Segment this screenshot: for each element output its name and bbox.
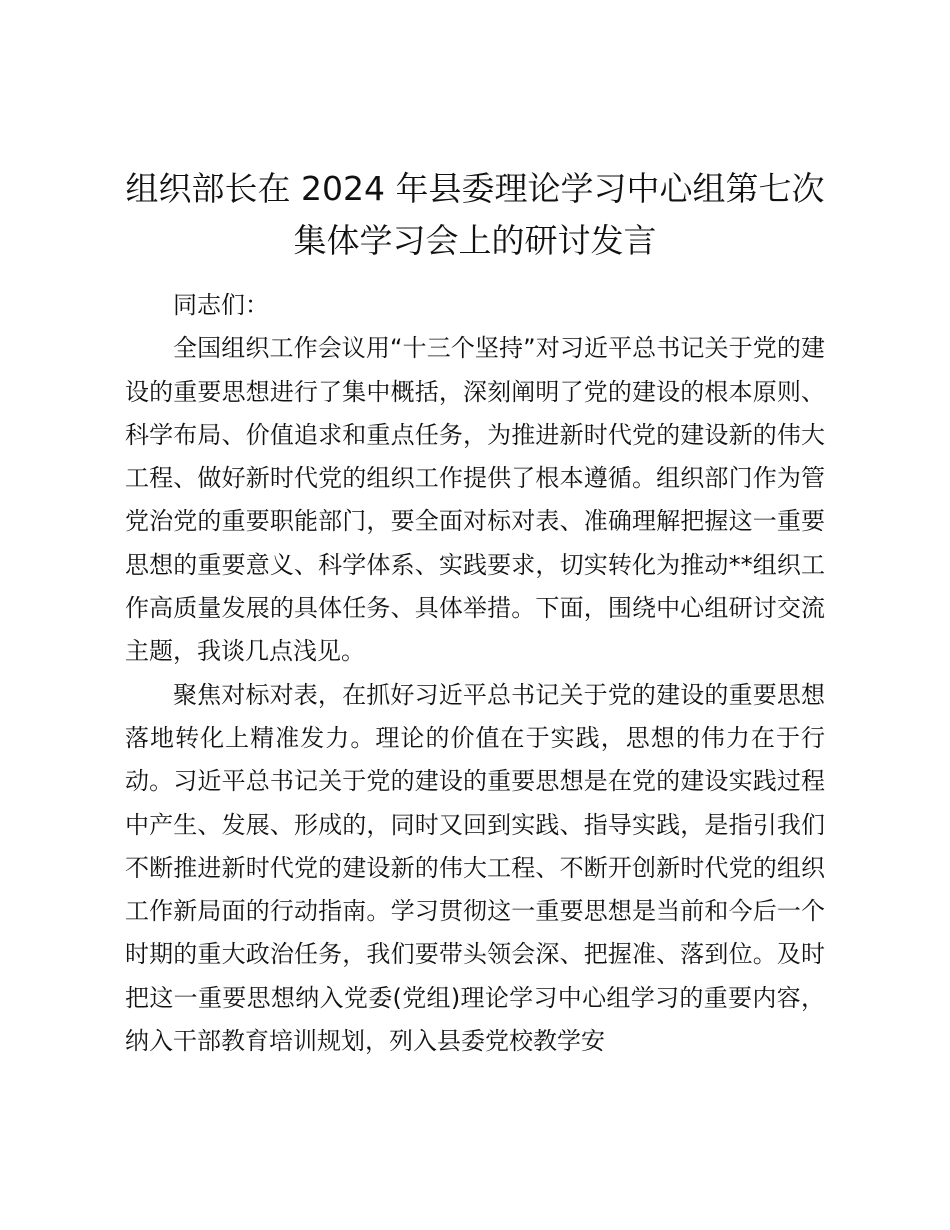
paragraph-1: 全国组织工作会议用“十三个坚持”对习近平总书记关于党的建设的重要思想进行了集中概括，深刻阐明了党的建设的根本原则、科学布局、价值追求和重点任务，为推进新时代党的建设新的伟大工程、做好新时代党的组织工作提供了根本遵循。组织部门作为管党治党的重要职能部门，要全面对标对表、准确理解把握这一重要思想的重要意义、科学体系、实践要求，切实转化为推动**组织工作高质量发展的具体任务、具体举措。下面，围绕中心组研讨交流主题，我谈几点浅见。 — [125, 334, 825, 666]
document-body — [125, 284, 825, 1063]
document-title: 组织部长在 2024 年县委理论学习中心组第七次集体学习会上的研讨发言 — [125, 169, 825, 260]
salutation: 同志们： — [173, 291, 269, 319]
paragraph-2: 聚焦对标对表，在抓好习近平总书记关于党的建设的重要思想落地转化上精准发力。理论的价值在于实践，思想的伟力在于行动。习近平总书记关于党的建设的重要思想是在党的建设实践过程中产生、发展、形成的，同时又回到实践、指导实践，是指引我们不断推进新时代党的建设新的伟大工程、不断开创新时代党的组织工作新局面的行动指南。学习贯彻这一重要思想是当前和今后一个时期的重大政治任务，我们要带头领会深、把握准、落到位。及时把这一重要思想纳入党委(党组)理论学习中心组学习的重要内容，纳入干部教育培训规划，列入县委党校教学安 — [125, 680, 825, 1056]
